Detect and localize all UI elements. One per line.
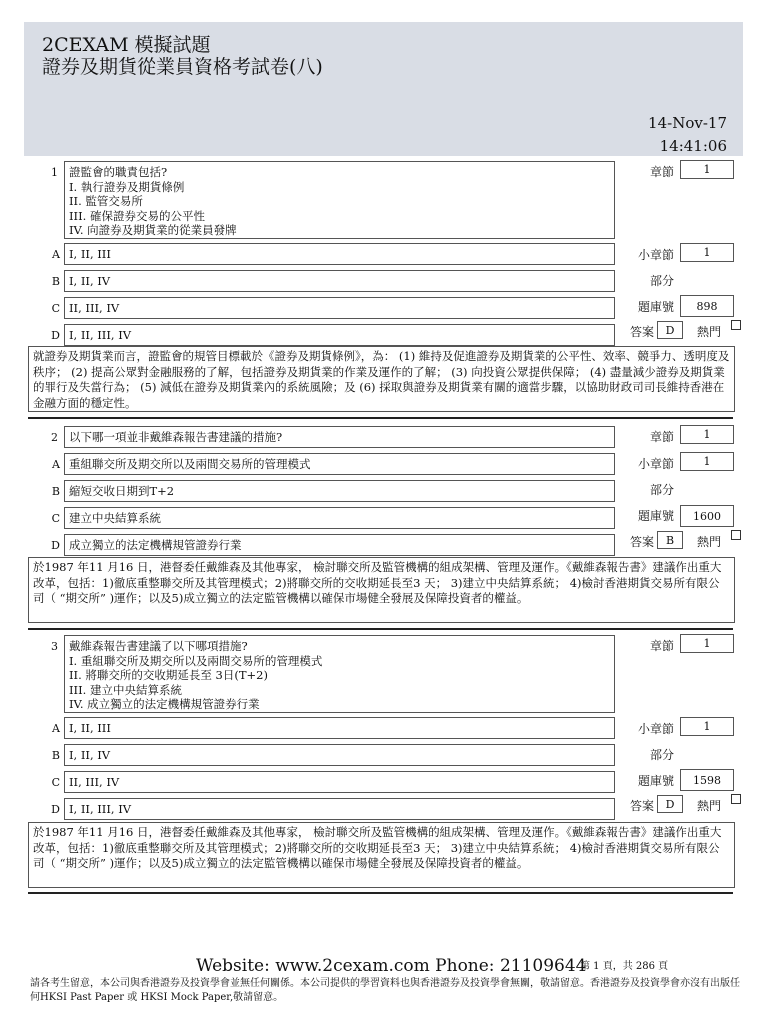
divider: [28, 628, 733, 630]
chapter-value: 1: [680, 160, 734, 179]
page-number: 第 1 頁，共 286 頁: [580, 961, 669, 972]
option-c[interactable]: [64, 507, 615, 529]
option-label-b: B: [51, 275, 60, 288]
option-label-a: A: [52, 722, 60, 735]
question-stem: [64, 635, 615, 713]
part-label: 部分: [649, 274, 674, 288]
option-text: I, II, III, IV: [69, 801, 132, 816]
option-d[interactable]: [64, 534, 615, 556]
subchapter-value: 1: [680, 243, 734, 262]
explanation-box: 就證券及期貨業而言，證監會的規管目標載於《證券及期貨條例》，為： (1) 維持及促進證券及期貨業的公平性、效率、競爭力、透明度及秩序； (2) 提高公眾對金融服務的了解，包括證券及期貨業的作業及運作的了解； (3) 向投資公眾提供保障； (4) 盡量減少證券及期貨業的罪行及失當行為； (5) 減低在證券及期貨業內的系統風險；及 (6) 採取與證券及期貨業有關的適當步驟，以協助財政司司長維持香港在金融方面的穩定性。: [28, 346, 735, 412]
qbank-label: 題庫號: [637, 509, 674, 523]
subchapter-label: 小章節: [637, 457, 674, 471]
option-a[interactable]: [64, 453, 615, 475]
option-label-d: D: [51, 539, 60, 552]
option-label-c: C: [51, 512, 60, 525]
answer-value: D: [657, 321, 683, 339]
option-text: I, II, III, IV: [69, 327, 132, 342]
stem-line: I. 重組聯交所及期交所以及兩間交易所的管理模式: [69, 653, 323, 668]
question-number: 1: [51, 166, 58, 179]
hot-label: 熱門: [697, 535, 722, 549]
option-text: 重組聯交所及期交所以及兩間交易所的管理模式: [69, 456, 311, 471]
print-time: 14:41:06: [659, 137, 727, 155]
option-c[interactable]: [64, 297, 615, 319]
option-text: I, II, IV: [69, 273, 111, 288]
option-text: 縮短交收日期到T+2: [69, 483, 175, 498]
part-label: 部分: [649, 483, 674, 497]
hot-checkbox[interactable]: [731, 794, 741, 804]
option-b[interactable]: [64, 480, 615, 502]
divider: [28, 417, 733, 419]
option-c[interactable]: [64, 771, 615, 793]
stem-line: IV. 成立獨立的法定機構規管證券行業: [69, 697, 260, 711]
qbank-label: 題庫號: [637, 774, 674, 788]
question-number: 2: [51, 431, 58, 444]
exam-brand-title: 2CEXAM 模擬試題: [42, 34, 211, 56]
answer-label: 答案: [629, 325, 654, 339]
subchapter-value: 1: [680, 717, 734, 736]
chapter-label: 章節: [649, 639, 674, 653]
option-d[interactable]: [64, 798, 615, 820]
option-label-b: B: [51, 749, 60, 762]
option-d[interactable]: [64, 324, 615, 346]
stem-line: II. 監管交易所: [69, 194, 143, 208]
stem-line: 以下哪一項並非戴維森報告書建議的措施?: [69, 430, 283, 444]
chapter-label: 章節: [649, 430, 674, 444]
footer-website: Website: www.2cexam.com Phone: 21109644: [196, 956, 587, 976]
chapter-label: 章節: [649, 165, 674, 179]
qbank-value: 1600: [680, 505, 734, 527]
option-text: II, III, IV: [69, 774, 120, 789]
option-label-d: D: [51, 329, 60, 342]
stem-line: I. 執行證券及期貨條例: [69, 179, 185, 194]
option-label-d: D: [51, 803, 60, 816]
option-text: 建立中央結算系統: [69, 510, 161, 525]
stem-line: III. 建立中央結算系統: [69, 682, 182, 697]
hot-checkbox[interactable]: [731, 530, 741, 540]
subchapter-value: 1: [680, 452, 734, 471]
chapter-value: 1: [680, 425, 734, 444]
option-text: I, II, III: [69, 246, 111, 261]
chapter-value: 1: [680, 634, 734, 653]
explanation-box: 於1987 年11 月16 日，港督委任戴維森及其他專家， 檢討聯交所及監管機構的組成架構、管理及運作。《戴維森報告書》建議作出重大改革，包括：1)徹底重整聯交所及其管理模式；2)將聯交所的交收期延長至3 天； 3)建立中央結算系統； 4)檢討香港期貨交易所有限公司（ “期交所” )運作；以及5)成立獨立的法定監管機構以確保市場健全發展及保障投資者的權益。: [28, 822, 735, 888]
stem-line: IV. 向證券及期貨業的從業員發牌: [69, 223, 237, 237]
stem-line: III. 確保證券交易的公平性: [69, 208, 205, 223]
page-header: [24, 22, 743, 156]
hot-checkbox[interactable]: [731, 320, 741, 330]
option-a[interactable]: [64, 717, 615, 739]
option-b[interactable]: [64, 270, 615, 292]
qbank-label: 題庫號: [637, 300, 674, 314]
part-label: 部分: [649, 748, 674, 762]
answer-label: 答案: [629, 535, 654, 549]
hot-label: 熱門: [697, 799, 722, 813]
option-text: I, II, III: [69, 720, 111, 735]
subchapter-label: 小章節: [637, 248, 674, 262]
option-text: 成立獨立的法定機構規管證券行業: [69, 537, 242, 552]
option-label-c: C: [51, 302, 60, 315]
option-text: I, II, IV: [69, 747, 111, 762]
option-label-c: C: [51, 776, 60, 789]
option-b[interactable]: [64, 744, 615, 766]
question-stem: [64, 161, 615, 239]
answer-value: D: [657, 795, 683, 813]
stem-line: II. 將聯交所的交收期延長至 3日(T+2): [69, 668, 268, 682]
option-label-a: A: [52, 458, 60, 471]
question-stem: [64, 426, 615, 448]
answer-label: 答案: [629, 799, 654, 813]
divider: [28, 892, 733, 894]
explanation-box: 於1987 年11 月16 日，港督委任戴維森及其他專家， 檢討聯交所及監管機構的組成架構、管理及運作。《戴維森報告書》建議作出重大改革，包括：1)徹底重整聯交所及其管理模式；2)將聯交所的交收期延長至3 天； 3)建立中央結算系統； 4)檢討香港期貨交易所有限公司（ “期交所” )運作；以及5)成立獨立的法定監管機構以確保市場健全發展及保障投資者的權益。: [28, 557, 735, 623]
option-text: II, III, IV: [69, 300, 120, 315]
subchapter-label: 小章節: [637, 722, 674, 736]
disclaimer-note: 請各考生留意，本公司與香港證券及投資學會並無任何關係。本公司提供的學習資料也與香港證券及投資學會無關，敬請留意。香港證券及投資學會亦沒有出版任何HKSI Past Paper 或 HKSI Mock Paper,敬請留意。: [30, 978, 740, 1003]
option-label-a: A: [52, 248, 60, 261]
option-a[interactable]: [64, 243, 615, 265]
answer-value: B: [657, 531, 683, 549]
stem-line: 戴維森報告書建議了以下哪項措施?: [69, 639, 248, 653]
option-label-b: B: [51, 485, 60, 498]
qbank-value: 898: [680, 295, 734, 317]
question-number: 3: [51, 640, 58, 653]
exam-paper-title: 證券及期貨從業員資格考試卷(八): [42, 56, 323, 78]
print-date: 14-Nov-17: [648, 114, 727, 132]
hot-label: 熱門: [697, 325, 722, 339]
stem-line: 證監會的職責包括?: [69, 165, 168, 179]
qbank-value: 1598: [680, 769, 734, 791]
